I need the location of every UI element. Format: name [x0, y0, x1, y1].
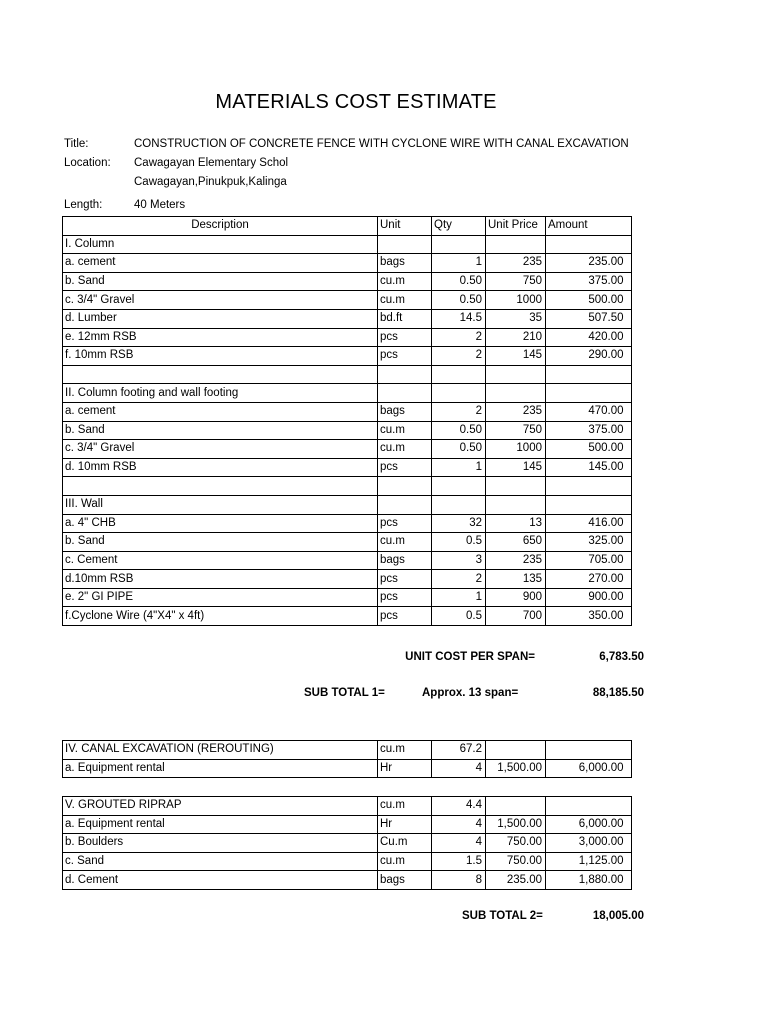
cell-amount [546, 741, 627, 760]
cell-amount [546, 235, 627, 254]
cell-qty: 0.5 [432, 533, 486, 552]
header-qty: Qty [432, 217, 486, 236]
cell-unit-price: 1000 [486, 291, 546, 310]
cell-unit: cu.m [378, 741, 432, 760]
cell-amount: 375.00 [546, 272, 627, 291]
row-edge [627, 741, 632, 760]
table-row [63, 852, 632, 871]
cell-unit: Cu.m [378, 834, 432, 853]
cell-description: a. Equipment rental [63, 815, 378, 834]
cell-amount [546, 495, 627, 514]
cell-unit-price: 750 [486, 272, 546, 291]
cell-description: c. 3/4" Gravel [63, 291, 378, 310]
subtotal1-value: 88,185.50 [592, 687, 644, 699]
cell-qty [432, 477, 486, 496]
cell-unit-price [486, 384, 546, 403]
cell-qty [432, 235, 486, 254]
cell-unit-price [486, 365, 546, 384]
table-row [63, 384, 632, 403]
row-edge [627, 365, 632, 384]
cell-unit-price: 700 [486, 607, 546, 626]
cell-unit: Hr [378, 759, 432, 778]
cell-unit-price: 1000 [486, 440, 546, 459]
unit-cost-label: UNIT COST PER SPAN= [405, 651, 535, 663]
cell-unit: cu.m [378, 421, 432, 440]
row-edge [627, 254, 632, 273]
cell-unit-price: 35 [486, 309, 546, 328]
cell-amount: 1,125.00 [546, 852, 627, 871]
length-label: Length: [64, 199, 103, 211]
cell-unit-price: 1,500.00 [486, 759, 546, 778]
table-row [63, 421, 632, 440]
cell-amount [546, 365, 627, 384]
cell-description: f. 10mm RSB [63, 347, 378, 366]
title-label: Title: [64, 138, 89, 150]
row-edge [627, 402, 632, 421]
cell-unit-price [486, 797, 546, 816]
cell-qty [432, 495, 486, 514]
cell-amount: 375.00 [546, 421, 627, 440]
table-row [63, 440, 632, 459]
cell-qty: 1.5 [432, 852, 486, 871]
cell-unit-price: 235 [486, 402, 546, 421]
cell-description: c. 3/4" Gravel [63, 440, 378, 459]
cell-description: b. Sand [63, 272, 378, 291]
page-title: MATERIALS COST ESTIMATE [215, 91, 497, 113]
cell-description: I. Column [63, 235, 378, 254]
cell-unit: bags [378, 871, 432, 890]
table-row [63, 309, 632, 328]
title-value: CONSTRUCTION OF CONCRETE FENCE WITH CYCLONE WIRE WITH CANAL EXCAVATION [134, 138, 629, 150]
cell-amount: 350.00 [546, 607, 627, 626]
cell-unit-price: 145 [486, 347, 546, 366]
cell-amount: 500.00 [546, 440, 627, 459]
cell-qty: 0.50 [432, 272, 486, 291]
cell-unit-price: 145 [486, 458, 546, 477]
cell-qty: 2 [432, 402, 486, 421]
cell-unit-price: 900 [486, 588, 546, 607]
table-row [63, 458, 632, 477]
row-edge [627, 495, 632, 514]
cell-unit-price: 650 [486, 533, 546, 552]
cell-qty: 14.5 [432, 309, 486, 328]
table-row [63, 588, 632, 607]
subtotal1-label: SUB TOTAL 1= [304, 687, 385, 699]
cell-amount: 6,000.00 [546, 759, 627, 778]
cell-amount: 1,880.00 [546, 871, 627, 890]
cell-qty: 0.50 [432, 440, 486, 459]
cell-qty [432, 365, 486, 384]
location-line2: Cawagayan,Pinukpuk,Kalinga [134, 176, 287, 188]
canal-excavation-table [62, 740, 632, 778]
cell-description: V. GROUTED RIPRAP [63, 797, 378, 816]
cell-amount [546, 797, 627, 816]
cell-amount: 900.00 [546, 588, 627, 607]
table-row [63, 607, 632, 626]
cell-amount [546, 477, 627, 496]
cell-qty: 4 [432, 834, 486, 853]
cell-unit: cu.m [378, 852, 432, 871]
cell-qty: 0.50 [432, 291, 486, 310]
cell-description: c. Sand [63, 852, 378, 871]
row-edge [627, 421, 632, 440]
cell-unit-price: 235.00 [486, 871, 546, 890]
location-label: Location: [64, 157, 111, 169]
row-edge [627, 458, 632, 477]
row-edge [627, 852, 632, 871]
cell-unit [378, 495, 432, 514]
row-edge [627, 384, 632, 403]
cell-amount: 507.50 [546, 309, 627, 328]
cell-unit: cu.m [378, 797, 432, 816]
cell-unit: cu.m [378, 272, 432, 291]
cell-qty: 4 [432, 815, 486, 834]
cell-description: II. Column footing and wall footing [63, 384, 378, 403]
row-edge [627, 815, 632, 834]
header-unit-price: Unit Price [486, 217, 546, 236]
cell-unit: bags [378, 551, 432, 570]
cell-amount: 270.00 [546, 570, 627, 589]
row-edge [627, 514, 632, 533]
row-edge [627, 217, 632, 236]
row-edge [627, 871, 632, 890]
subtotal2-value: 18,005.00 [592, 910, 644, 922]
cell-description: b. Boulders [63, 834, 378, 853]
cell-description: e. 2" GI PIPE [63, 588, 378, 607]
table-header-row [63, 217, 632, 236]
cell-qty: 0.5 [432, 607, 486, 626]
cell-unit: pcs [378, 347, 432, 366]
cell-description [63, 365, 378, 384]
row-edge [627, 551, 632, 570]
row-edge [627, 272, 632, 291]
grouted-riprap-table [62, 796, 632, 890]
cell-unit: bags [378, 402, 432, 421]
table-row [63, 871, 632, 890]
cell-amount: 500.00 [546, 291, 627, 310]
row-edge [627, 291, 632, 310]
table-row [63, 495, 632, 514]
cell-qty: 2 [432, 570, 486, 589]
cell-qty [432, 384, 486, 403]
cell-description: a. Equipment rental [63, 759, 378, 778]
cell-qty: 1 [432, 588, 486, 607]
table-row [63, 533, 632, 552]
cell-qty: 2 [432, 347, 486, 366]
row-edge [627, 309, 632, 328]
cell-description: III. Wall [63, 495, 378, 514]
table-row [63, 254, 632, 273]
cell-qty: 8 [432, 871, 486, 890]
cell-qty: 1 [432, 254, 486, 273]
cell-description: f.Cyclone Wire (4"X4" x 4ft) [63, 607, 378, 626]
cell-qty: 1 [432, 458, 486, 477]
row-edge [627, 440, 632, 459]
cell-unit: pcs [378, 588, 432, 607]
cell-unit: Hr [378, 815, 432, 834]
cell-unit: bags [378, 254, 432, 273]
cell-description: d. Lumber [63, 309, 378, 328]
cell-amount: 3,000.00 [546, 834, 627, 853]
cell-amount: 145.00 [546, 458, 627, 477]
cell-unit: bd.ft [378, 309, 432, 328]
cell-unit-price [486, 235, 546, 254]
table-row [63, 291, 632, 310]
table-row [63, 235, 632, 254]
materials-table [62, 216, 632, 626]
row-edge [627, 328, 632, 347]
table-row [63, 477, 632, 496]
cell-description: a. cement [63, 402, 378, 421]
cell-unit: pcs [378, 514, 432, 533]
cell-description: d. Cement [63, 871, 378, 890]
cell-description: b. Sand [63, 421, 378, 440]
cell-amount: 235.00 [546, 254, 627, 273]
cell-unit [378, 235, 432, 254]
cell-amount: 470.00 [546, 402, 627, 421]
table-row [63, 570, 632, 589]
cell-unit-price: 750.00 [486, 834, 546, 853]
cell-description: IV. CANAL EXCAVATION (REROUTING) [63, 741, 378, 760]
cell-description: a. cement [63, 254, 378, 273]
cell-unit-price: 750 [486, 421, 546, 440]
row-edge [627, 570, 632, 589]
cell-amount: 420.00 [546, 328, 627, 347]
cell-amount [546, 384, 627, 403]
cell-unit [378, 365, 432, 384]
cell-unit-price [486, 495, 546, 514]
cell-unit: cu.m [378, 440, 432, 459]
row-edge [627, 533, 632, 552]
table-row [63, 759, 632, 778]
cell-unit-price [486, 477, 546, 496]
length-value: 40 Meters [134, 199, 186, 211]
cell-unit: pcs [378, 607, 432, 626]
table-row [63, 815, 632, 834]
unit-cost-value: 6,783.50 [599, 651, 644, 663]
row-edge [627, 235, 632, 254]
cell-unit: pcs [378, 570, 432, 589]
header-description: Description [63, 217, 378, 236]
cell-unit: cu.m [378, 533, 432, 552]
cell-amount: 290.00 [546, 347, 627, 366]
table-row [63, 402, 632, 421]
cell-qty: 32 [432, 514, 486, 533]
header-unit: Unit [378, 217, 432, 236]
cell-amount: 6,000.00 [546, 815, 627, 834]
cell-unit-price: 1,500.00 [486, 815, 546, 834]
table-row [63, 328, 632, 347]
cell-unit [378, 384, 432, 403]
cell-qty: 4 [432, 759, 486, 778]
row-edge [627, 347, 632, 366]
row-edge [627, 607, 632, 626]
cell-unit-price: 750.00 [486, 852, 546, 871]
cell-unit: cu.m [378, 291, 432, 310]
cell-unit-price: 235 [486, 551, 546, 570]
approx-span-label: Approx. 13 span= [422, 687, 519, 699]
table-row [63, 797, 632, 816]
table-row [63, 834, 632, 853]
table-row [63, 272, 632, 291]
cell-description: a. 4" CHB [63, 514, 378, 533]
cell-description [63, 477, 378, 496]
cell-qty: 67.2 [432, 741, 486, 760]
cell-description: e. 12mm RSB [63, 328, 378, 347]
cell-unit: pcs [378, 328, 432, 347]
cell-unit: pcs [378, 458, 432, 477]
cell-description: c. Cement [63, 551, 378, 570]
cell-unit-price: 235 [486, 254, 546, 273]
table-row [63, 514, 632, 533]
row-edge [627, 588, 632, 607]
cell-unit [378, 477, 432, 496]
cell-unit-price [486, 741, 546, 760]
row-edge [627, 834, 632, 853]
row-edge [627, 797, 632, 816]
cell-unit-price: 210 [486, 328, 546, 347]
table-row [63, 347, 632, 366]
row-edge [627, 759, 632, 778]
cell-unit-price: 13 [486, 514, 546, 533]
cell-amount: 325.00 [546, 533, 627, 552]
table-row [63, 551, 632, 570]
location-line1: Cawagayan Elementary Schol [134, 157, 289, 169]
table-row [63, 365, 632, 384]
cell-amount: 416.00 [546, 514, 627, 533]
cell-description: d.10mm RSB [63, 570, 378, 589]
cell-qty: 3 [432, 551, 486, 570]
row-edge [627, 477, 632, 496]
cell-qty: 0.50 [432, 421, 486, 440]
header-amount: Amount [546, 217, 627, 236]
cell-unit-price: 135 [486, 570, 546, 589]
cell-description: d. 10mm RSB [63, 458, 378, 477]
cell-qty: 2 [432, 328, 486, 347]
subtotal2-label: SUB TOTAL 2= [462, 910, 543, 922]
table-row [63, 741, 632, 760]
cell-qty: 4.4 [432, 797, 486, 816]
cell-description: b. Sand [63, 533, 378, 552]
cell-amount: 705.00 [546, 551, 627, 570]
